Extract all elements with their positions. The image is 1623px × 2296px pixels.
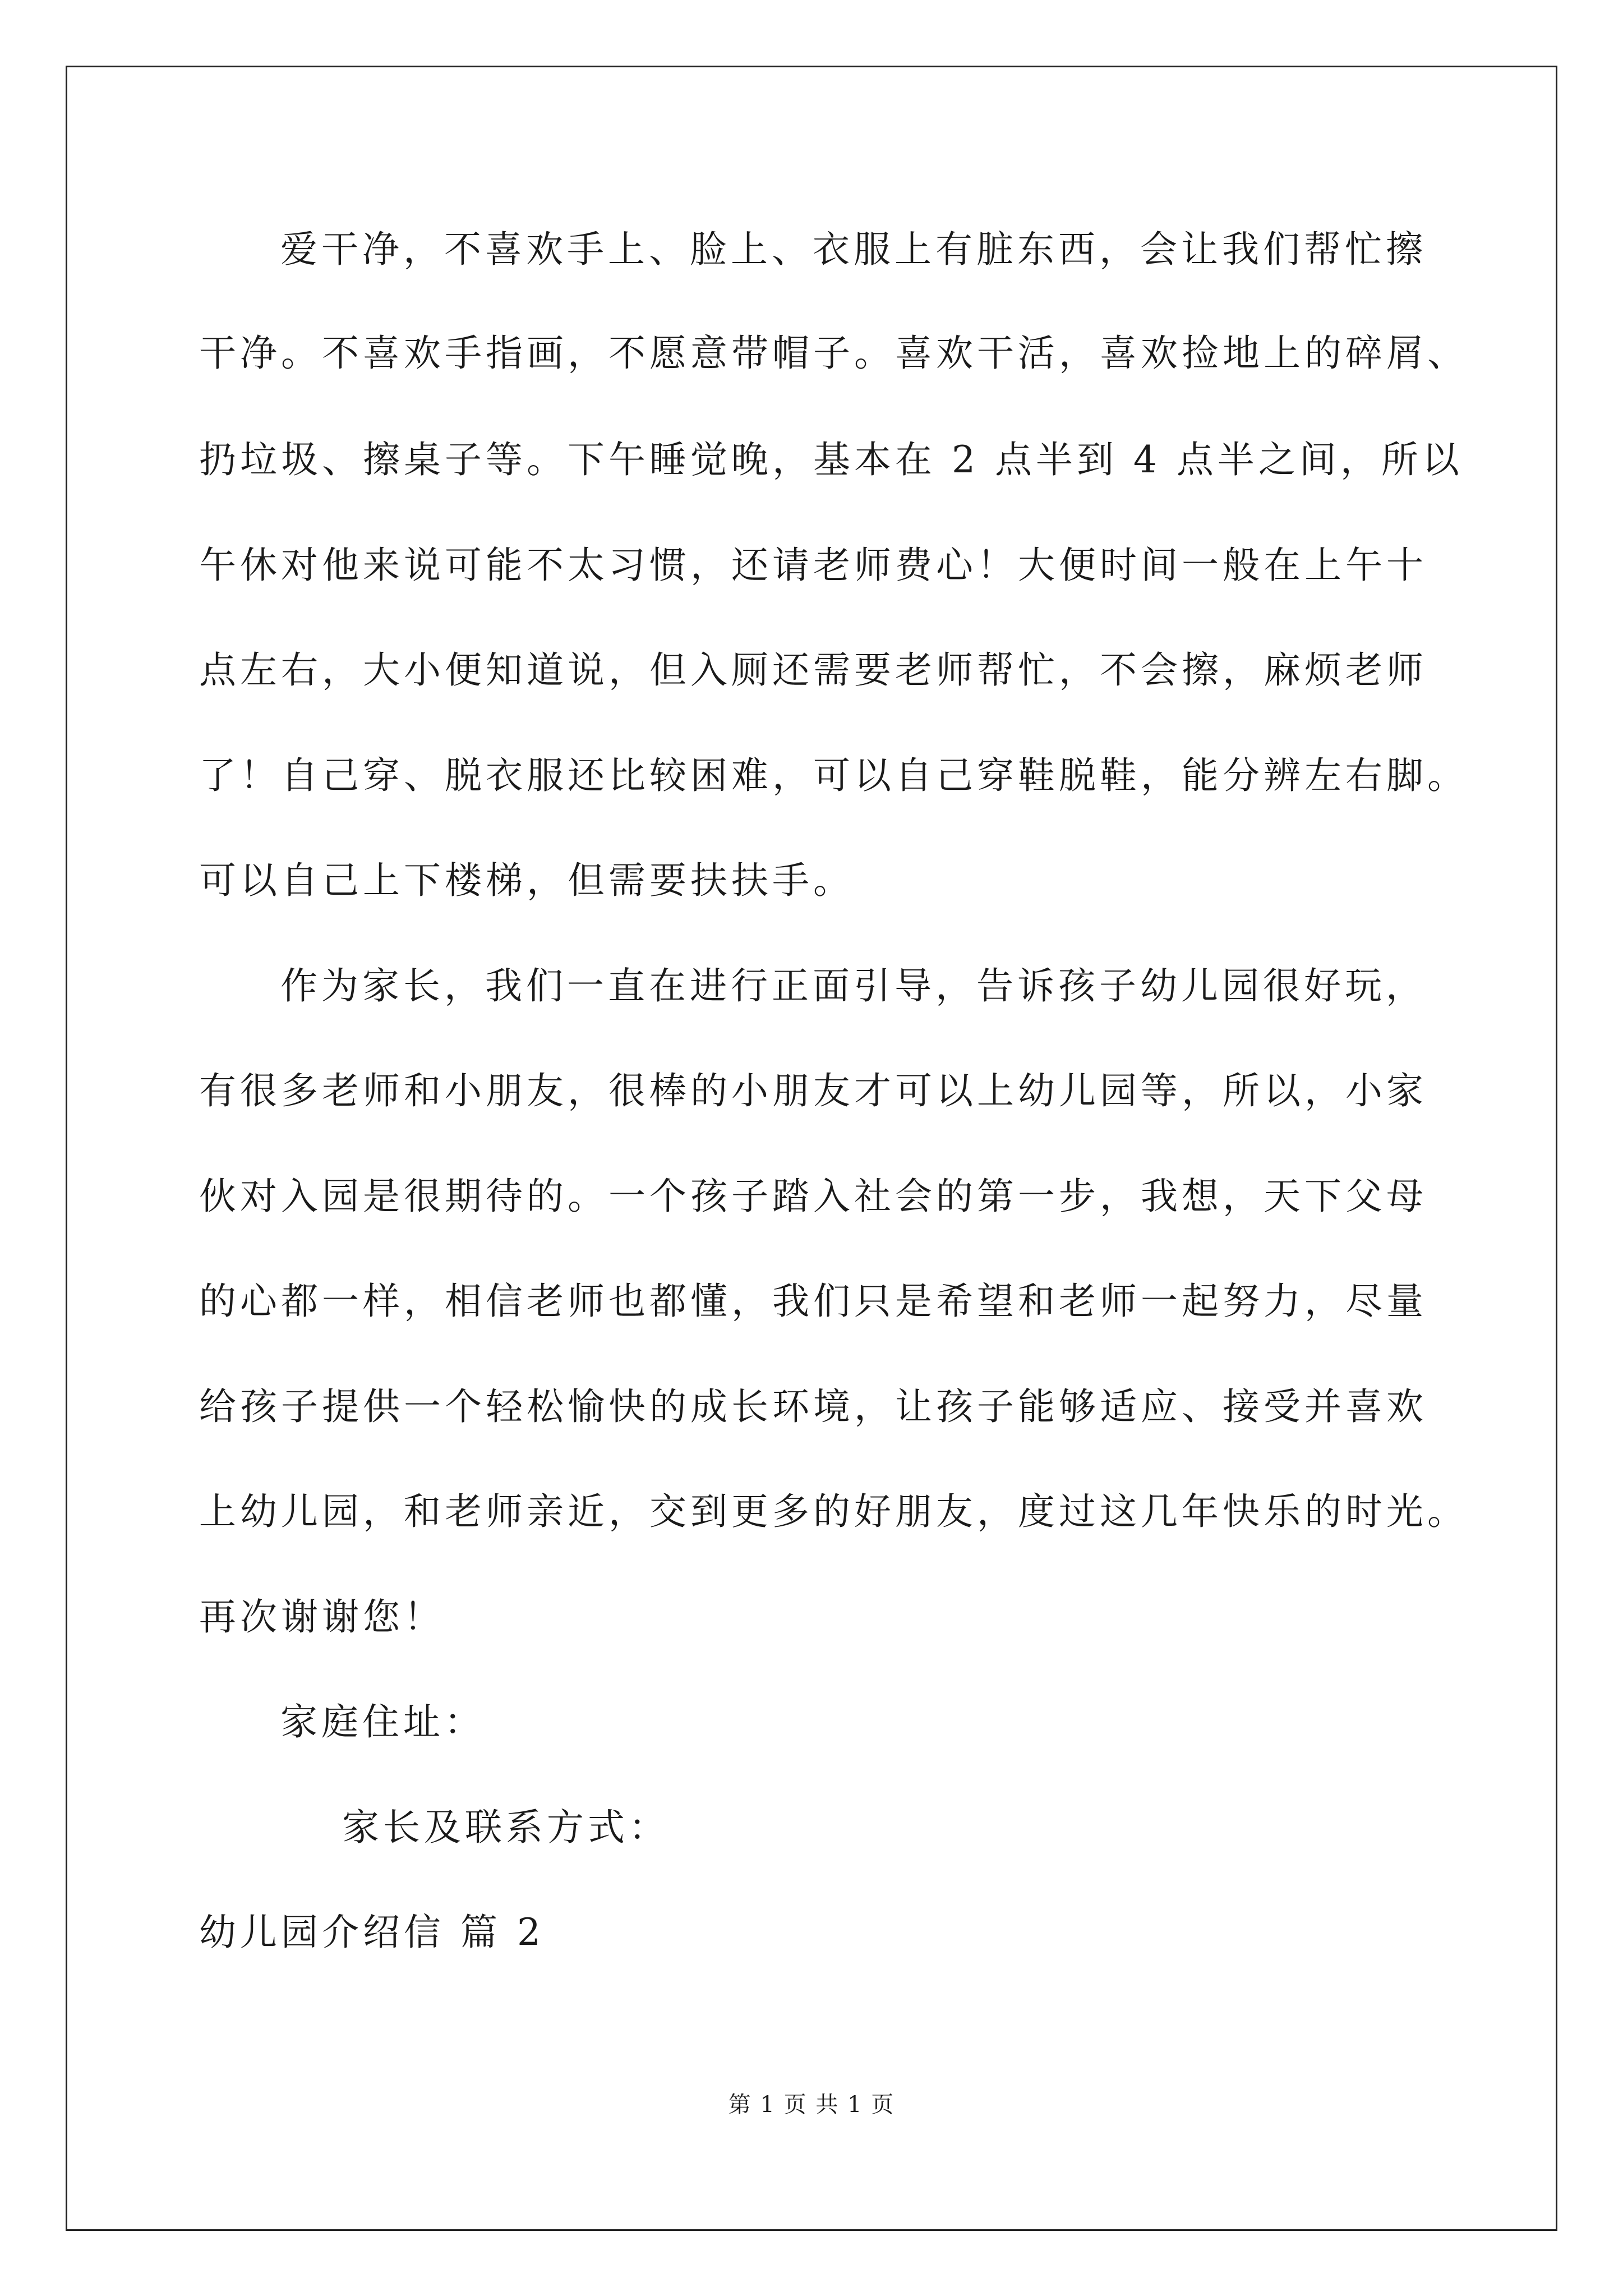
page-footer: 第 1 页 共 1 页 bbox=[728, 2092, 895, 2118]
paragraph-line: 给孩子提供一个轻松愉快的成长环境，让孩子能够适应、接受并喜欢 bbox=[199, 1385, 1427, 1428]
paragraph-line: 作为家长，我们一直在进行正面引导，告诉孩子幼儿园很好玩， bbox=[280, 964, 1427, 1007]
paragraph-line: 可以自己上下楼梯，但需要扶扶手。 bbox=[199, 859, 854, 902]
paragraph-line: 午休对他来说可能不太习惯，还请老师费心！大便时间一般在上午十 bbox=[199, 544, 1427, 587]
section-heading: 幼儿园介绍信 篇 2 bbox=[199, 1911, 545, 1954]
paragraph-line: 上幼儿园，和老师亲近，交到更多的好朋友，度过这几年快乐的时光。 bbox=[199, 1490, 1468, 1533]
paragraph-line: 了！自己穿、脱衣服还比较困难，可以自己穿鞋脱鞋，能分辨左右脚。 bbox=[199, 754, 1468, 797]
paragraph-line: 有很多老师和小朋友，很棒的小朋友才可以上幼儿园等，所以，小家 bbox=[199, 1069, 1427, 1112]
paragraph-line: 的心都一样，相信老师也都懂，我们只是希望和老师一起努力，尽量 bbox=[199, 1280, 1427, 1323]
paragraph-line: 点左右，大小便知道说，但入厕还需要老师帮忙，不会擦，麻烦老师 bbox=[199, 648, 1427, 692]
paragraph-line: 再次谢谢您！ bbox=[199, 1595, 445, 1639]
contact-label: 家长及联系方式： bbox=[342, 1806, 670, 1849]
paragraph-line: 伙对入园是很期待的。一个孩子踏入社会的第一步，我想，天下父母 bbox=[199, 1175, 1427, 1218]
paragraph-line: 干净。不喜欢手指画，不愿意带帽子。喜欢干活，喜欢捡地上的碎屑、 bbox=[199, 332, 1468, 375]
page-border bbox=[66, 66, 1557, 2231]
paragraph-line: 爱干净，不喜欢手上、脸上、衣服上有脏东西，会让我们帮忙擦 bbox=[280, 228, 1427, 271]
address-label: 家庭住址： bbox=[280, 1700, 485, 1743]
paragraph-line: 扔垃圾、擦桌子等。下午睡觉晚，基本在 2 点半到 4 点半之间，所以 bbox=[199, 438, 1463, 481]
